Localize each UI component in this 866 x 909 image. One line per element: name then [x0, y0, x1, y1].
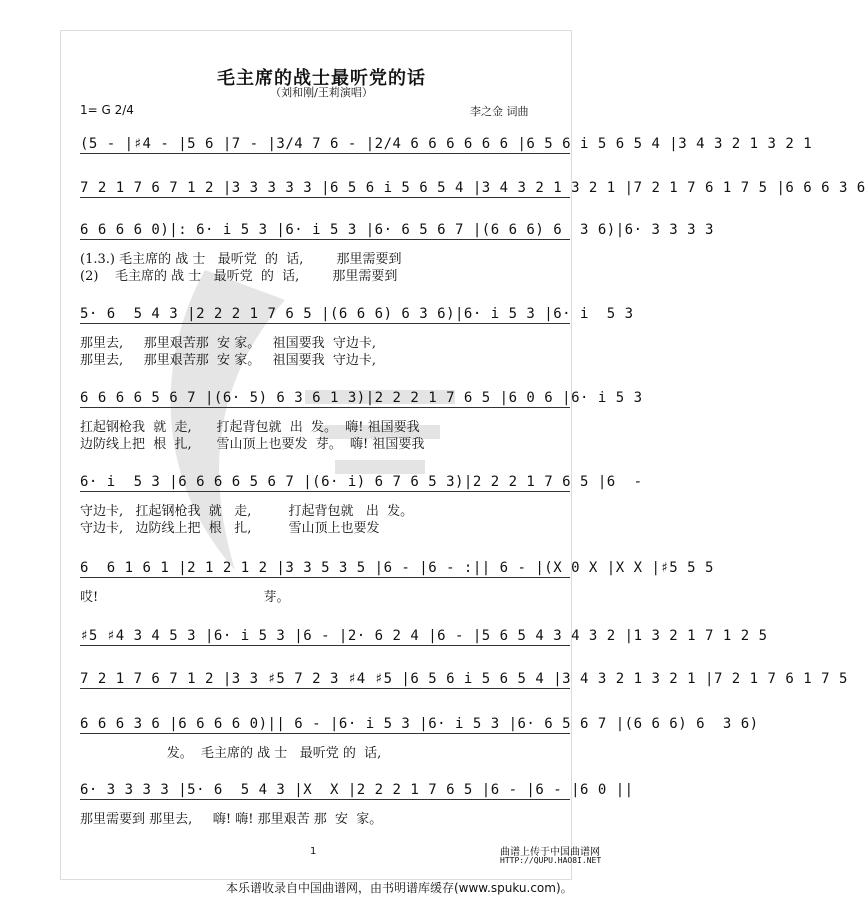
lyric-line: 守边卡, 边防线上把 根 扎, 雪山顶上也要发	[80, 521, 380, 536]
source-label: 曲谱上传于中国曲谱网	[500, 847, 600, 858]
notation-row: 6 6 6 3 6 |6 6 6 6 0)|| 6 - |6· i 5 3 |6· i 5 3 |6· 6 5 6 7 |(6 6 6) 6 3 6)	[80, 716, 759, 732]
lyric-line: 哎! 芽。	[80, 590, 290, 605]
lyric-line: 边防线上把 根 扎, 雪山顶上也要发 芽。 嗨! 祖国要我	[80, 437, 425, 452]
notation-row: 6 6 6 6 5 6 7 |(6· 5) 6 3 6 1 3)|2 2 2 1 7 6 5 |6 0 6 |6· i 5 3	[80, 390, 643, 406]
lyric-line: (1.3.) 毛主席的 战 士 最听党 的 话, 那里需要到	[80, 252, 402, 267]
notation-row: 6 6 6 6 0)|: 6· i 5 3 |6· i 5 3 |6· 6 5 6 7 |(6 6 6) 6 3 6)|6· 3 3 3 3	[80, 222, 714, 238]
footer-note: 本乐谱收录自中国曲谱网，由书明谱库缓存(www.spuku.com)。	[226, 881, 573, 895]
lyric-line: 扛起钢枪我 就 走, 打起背包就 出 发。 嗨! 祖国要我	[80, 420, 420, 435]
notation-row: (5 - |♯4 - |5 6 |7 - |3/4 7 6 - |2/4 6 6 6 6 6 6 |6 5 6 i 5 6 5 4 |3 4 3 2 1 3 2 1	[80, 136, 813, 152]
performers: （刘和刚/王莉演唱）	[270, 86, 373, 99]
key-signature: 1= G 2/4	[80, 103, 134, 117]
notation-row: 6 6 1 6 1 |2 1 2 1 2 |3 3 5 3 5 |6 - |6 - :|| 6 - |(X 0 X |X X |♯5 5 5	[80, 560, 714, 576]
lyric-line: 发。 毛主席的 战 士 最听党 的 话,	[80, 746, 382, 761]
notation-row: 6· 3 3 3 3 |5· 6 5 4 3 |X X |2 2 2 1 7 6 5 |6 - |6 - |6 0 ||	[80, 782, 634, 798]
author-credit: 李之金 词曲	[470, 105, 529, 118]
lyric-line: 那里需要到 那里去, 嗨! 嗨! 那里艰苦 那 安 家。	[80, 812, 383, 827]
notation-row: 7 2 1 7 6 7 1 2 |3 3 3 3 3 |6 5 6 i 5 6 5 4 |3 4 3 2 1 3 2 1 |7 2 1 7 6 1 7 5 |6 6 6 3 6	[80, 180, 866, 196]
lyric-line: (2) 毛主席的 战 士 最听党 的 话, 那里需要到	[80, 269, 398, 284]
notation-row: 7 2 1 7 6 7 1 2 |3 3 ♯5 7 2 3 ♯4 ♯5 |6 5 6 i 5 6 5 4 |3 4 3 2 1 3 2 1 |7 2 1 7 6 1 7 5	[80, 671, 848, 687]
source-url: HTTP://QUPU.HAO8I.NET	[500, 856, 602, 865]
notation-row: 5· 6 5 4 3 |2 2 2 1 7 6 5 |(6 6 6) 6 3 6)|6· i 5 3 |6· i 5 3	[80, 306, 634, 322]
song-title: 毛主席的战士最听党的话	[217, 68, 426, 89]
lyric-line: 那里去, 那里艰苦那 安 家。 祖国要我 守边卡,	[80, 336, 376, 351]
notation-row: ♯5 ♯4 3 4 5 3 |6· i 5 3 |6 - |2· 6 2 4 |6 - |5 6 5 4 3 4 3 2 |1 3 2 1 7 1 2 5	[80, 628, 768, 644]
notation-row: 6· i 5 3 |6 6 6 6 5 6 7 |(6· i) 6 7 6 5 3)|2 2 2 1 7 6 5 |6 -	[80, 474, 643, 490]
lyric-line: 守边卡, 扛起钢枪我 就 走, 打起背包就 出 发。	[80, 504, 414, 519]
page-number: 1	[310, 846, 317, 857]
lyric-line: 那里去, 那里艰苦那 安 家。 祖国要我 守边卡,	[80, 353, 376, 368]
